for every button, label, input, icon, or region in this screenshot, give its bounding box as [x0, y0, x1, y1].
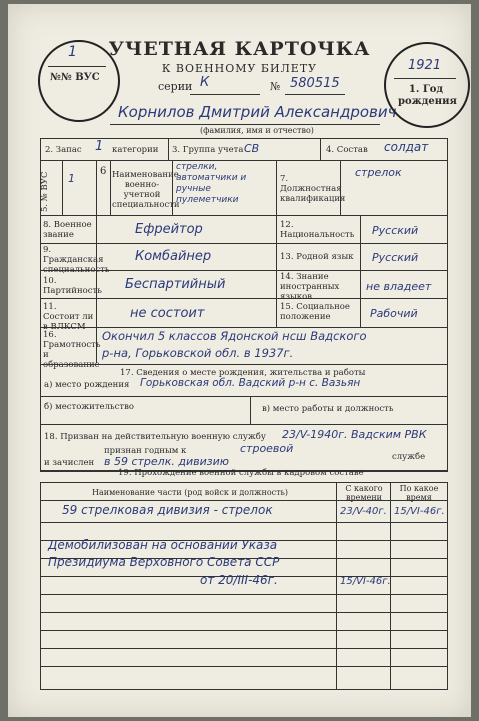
sostav-label: 4. Состав	[326, 145, 368, 155]
dolzh-label: 7. Должностная квалификация	[280, 174, 346, 204]
s17-heading: 17. Сведения о месте рождения, жительства и работы	[120, 368, 366, 378]
s19-row4-from: 15/VI-46г.	[340, 576, 391, 587]
vus-side-label: 5. № ВУС	[40, 171, 50, 212]
s19-row1-from: 23/V-40г.	[340, 506, 387, 517]
vus-div2	[96, 160, 97, 215]
vus-bottom	[40, 215, 447, 216]
s19-row6-line	[40, 612, 447, 613]
s18-l3: и зачислен	[44, 458, 95, 468]
gram-bottom	[40, 364, 447, 365]
number-underline	[285, 94, 345, 95]
field-social-value: Рабочий	[370, 307, 418, 320]
vus-div4	[172, 160, 173, 215]
s19-row2-name: Демобилизован на основании Указа	[48, 538, 278, 552]
card-title: УЧЕТНАЯ КАРТОЧКА	[108, 38, 371, 60]
s19-col2: С какого времени	[345, 484, 383, 502]
field-civil-value: Комбайнер	[135, 249, 212, 264]
gruppa-value: СВ	[244, 142, 260, 155]
number-value: 580515	[290, 76, 340, 91]
s19-row3-name: Президиума Верховного Совета ССР	[48, 555, 280, 569]
s19-row5-line	[40, 594, 447, 595]
gram-label: 16. Грамотность и образование	[43, 330, 101, 370]
s19-row4-name: от 20/III-46г.	[200, 573, 278, 587]
s18-l2-value: строевой	[240, 442, 294, 455]
kategorii-label: категории	[112, 145, 159, 155]
s17-a-value: Горьковская обл. Вадский р-н с. Вазьян	[140, 377, 361, 389]
s19-row1-to: 15/VI-46г.	[394, 506, 445, 517]
gram-line2: р-на, Горьковской обл. в 1937г.	[102, 346, 294, 360]
field-foreign-label: 14. Знание иностранных языков	[280, 272, 340, 302]
row2-bottom	[40, 160, 447, 161]
series-underline	[190, 94, 260, 95]
field-party-label: 10. Партийность	[43, 276, 102, 296]
s19-col1: Наименование части (род войск и должность)	[92, 488, 289, 497]
field-rank-value: Ефрейтор	[135, 222, 203, 237]
sostav-value: солдат	[384, 140, 429, 154]
zapas-label: 2. Запас	[45, 145, 82, 155]
field-lang-label: 13. Родной язык	[280, 252, 354, 262]
s17-b-label: б) местожительство	[44, 402, 134, 412]
field-rank-label: 8. Военное звание	[43, 220, 92, 240]
field-nation-label: 12. Национальность	[280, 220, 355, 240]
s19-col3: По какое время	[399, 484, 439, 502]
vus-circle-line	[48, 66, 106, 67]
vus-circle-label: №№ ВУС	[50, 72, 100, 83]
field-foreign-value: не владеет	[366, 280, 432, 293]
number-label: №	[270, 80, 281, 93]
field-social-label: 15. Социальное положение	[280, 302, 350, 322]
s17-v-label: в) место работы и должность	[262, 404, 394, 414]
gram-line1: Окончил 5 классов Ядонской нсш Вадского	[102, 329, 367, 343]
s19-div1	[336, 482, 337, 689]
field-komsomol-label: 11. Состоит ли в ВЛКСМ	[43, 302, 94, 332]
field-komsomol-value: не состоит	[130, 306, 205, 321]
birth-year-label: 1. Год рождения	[398, 84, 457, 107]
series-value: К	[200, 75, 210, 90]
series-label: серии	[158, 80, 193, 93]
s17-div	[250, 396, 251, 424]
mid-div	[276, 215, 277, 327]
fio-underline	[110, 124, 380, 125]
vus-div3	[110, 160, 111, 215]
zapas-value: 1	[95, 139, 104, 154]
s18-l2: признан годным к	[104, 446, 187, 456]
s18-l1: 18. Призван на действительную военную службу	[44, 432, 266, 442]
row11-bottom	[40, 327, 447, 328]
s19-row7-line	[40, 630, 447, 631]
vus-circle-value: 1	[68, 44, 77, 60]
s17-a-bottom	[40, 396, 447, 397]
card-subtitle: К ВОЕННОМУ БИЛЕТУ	[161, 62, 318, 75]
field-nation-value: Русский	[372, 224, 419, 237]
row10-bottom	[40, 298, 447, 299]
row2-div2	[320, 138, 321, 160]
birth-year-value: 1921	[408, 58, 442, 73]
gruppa-label: 3. Группа учета	[172, 145, 244, 155]
s19-row1-line	[40, 522, 447, 523]
row2-div1	[168, 138, 169, 160]
s19-heading: 19. Прохождение военной службы в кадровом составе	[118, 468, 364, 478]
birth-year-line	[394, 78, 456, 79]
s17-a-label: а) место рождения	[44, 380, 130, 390]
field-lang-value: Русский	[372, 251, 419, 264]
vus-div1	[62, 160, 63, 215]
vus-div5	[276, 160, 277, 215]
dolzh-value: стрелок	[355, 166, 402, 179]
vus-side-value: 1	[68, 172, 75, 185]
row8-bottom	[40, 243, 447, 244]
s19-row1-name: 59 стрелковая дивизия - стрелок	[62, 503, 273, 517]
s18-l1-value: 23/V-1940г. Вадским РВК	[282, 428, 427, 441]
s18-l2-end: службе	[392, 452, 426, 462]
s19-row8-line	[40, 648, 447, 649]
field-civil-label: 9. Гражданская специальность	[43, 245, 110, 275]
vus-div6	[340, 160, 341, 215]
naimen-value: стрелки, автоматчики и ручные пулеметчики	[176, 162, 247, 205]
naimen-label: Наименование военно-учетной специальности	[112, 170, 180, 210]
s17-bottom	[40, 424, 447, 425]
rf-div-label	[360, 215, 361, 327]
vus-num: 6	[100, 166, 107, 177]
fio-caption: (фамилия, имя и отчество)	[200, 126, 314, 135]
field-party-value: Беспартийный	[125, 277, 226, 292]
s18-l3-value: в 59 стрелк. дивизию	[104, 455, 229, 468]
fio-value: Корнилов Дмитрий Александрович	[118, 103, 397, 121]
s19-row9-line	[40, 666, 447, 667]
